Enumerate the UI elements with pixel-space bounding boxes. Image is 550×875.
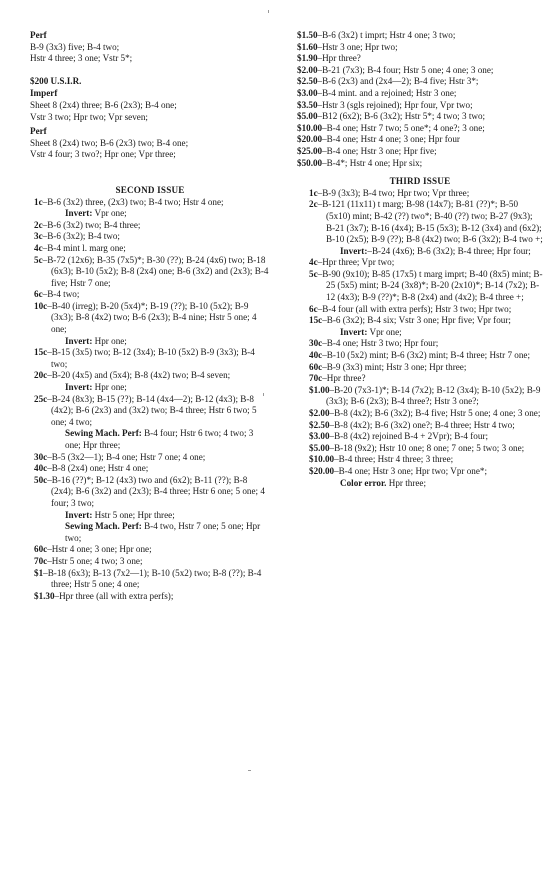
list-item xyxy=(297,30,543,42)
usir-section xyxy=(30,76,270,161)
list-item xyxy=(309,304,543,316)
entry-text: –B-8 (4x2) rejoined B-4 + 2Vpr); B-4 four; xyxy=(329,431,488,442)
value-label: $25.00 xyxy=(297,145,323,156)
entry-text: –B-4 one; Hstr 3 one; Hpr five; xyxy=(322,145,437,156)
entry-text: –B-5 (3x2—1); B-4 one; Hstr 7 one; 4 one; xyxy=(47,451,206,462)
variety-text: B-4 two, Hstr 7 one; 5 one; Hpr two; xyxy=(65,521,261,543)
value-label: 15c xyxy=(34,347,48,358)
variety-text: –B-24 (4x6); B-6 (3x2); B-4 three; Hpr four; xyxy=(367,245,531,256)
entry-text: –B-90 (9x10); B-85 (17x5) t marg imprt; B-40 (8x5) mint; B-25 (5x5) mint; B-24 (3x8)*; B-20 (2x10)*; B-14 (7x2); B-12 (4x3); B-9 (??)*; B-8 (2x4) and (4x2); B-4 three +; xyxy=(317,268,543,303)
variety-label: Invert: xyxy=(65,208,93,219)
entry-text: –Hpr three; Vpr two; xyxy=(317,257,395,268)
text-line: Sheet 8 (2x4) three; B-6 (2x3); B-4 one; xyxy=(30,99,177,110)
entry-text: –B-20 (7x3-1)*; B-14 (7x2); B-12 (3x4); B-10 (5x2); B-9 (3x3); B-6 (2x3); B-4 three?; Hstr 3 one?; xyxy=(326,384,541,407)
variety-label: Invert: xyxy=(340,326,368,337)
value-label: 25c xyxy=(34,393,48,404)
text-line: Vstr 4 four; 3 two?; Hpr one; Vpr three; xyxy=(30,149,176,160)
value-label: $3.00 xyxy=(309,431,330,442)
variety-text: Hpr one; xyxy=(92,335,127,346)
list-item xyxy=(34,556,270,568)
entry-text: –B-6 (3x2) t imprt; Hstr 4 one; 3 two; xyxy=(317,30,456,40)
list-item xyxy=(34,568,270,591)
value-label: 6c xyxy=(34,289,43,300)
scan-mark xyxy=(248,770,251,771)
value-label: $2.00 xyxy=(309,408,330,418)
value-label: 3c xyxy=(34,231,43,242)
entry-text: –Hstr 3 (sgls rejoined); Hpr four, Vpr two; xyxy=(317,99,473,110)
value-label: $2.00 xyxy=(297,64,318,75)
value-label: $3.00 xyxy=(297,87,318,98)
value-label: $20.00 xyxy=(309,465,335,476)
value-label: 70c xyxy=(34,555,48,566)
right-column xyxy=(297,30,543,489)
entry-text: –B-8 (4x2); B-6 (3x2) one?; B-4 three; Hstr 4 two; xyxy=(329,419,515,430)
second-issue-continued-list xyxy=(297,30,543,169)
entry-text: –B-18 (6x3); B-13 (7x2—1); B-10 (5x2) two; B-8 (??); B-4 three; Hstr 5 one; 4 one; xyxy=(43,567,262,590)
list-item xyxy=(309,362,543,374)
entry-text: –B-4 mint l. marg one; xyxy=(42,242,126,253)
list-item xyxy=(297,65,543,77)
entry-text: –B-6 (3x2); B-4 six; Vstr 3 one; Hpr five; Vpr four; xyxy=(322,315,511,326)
value-label: 70c xyxy=(309,373,323,384)
list-item xyxy=(309,188,543,200)
value-label: $3.50 xyxy=(297,99,318,110)
entry-text: –B-121 (11x11) t marg; B-98 (14x7); B-81 (??)*; B-50 (5x10) mint; B-42 (??) two*; B-40 (??) two; B-27 (9x3); B-21 (3x7); B-16 (4x4); B-15 (5x3); B-12 (3x4) and (6x2); B-10 (2x5); B-9 (??); B-8 (4x2) two; B-6 (3x2); B-4 two +; xyxy=(317,199,543,245)
entry-text: –B-20 (4x5) and (5x4); B-8 (4x2) two; B-4 seven; xyxy=(47,370,231,381)
list-item xyxy=(34,394,270,452)
value-label: $1.30 xyxy=(34,590,55,601)
variety-label: Invert: xyxy=(65,382,93,393)
value-label: 1c xyxy=(34,196,43,207)
value-label: 40c xyxy=(34,463,48,474)
list-item xyxy=(34,475,270,545)
perf-section xyxy=(30,30,270,65)
list-item xyxy=(309,454,543,466)
value-label: 2c xyxy=(34,219,43,230)
list-item xyxy=(297,76,543,88)
entry-text: –B-4 three; Hstr 4 three; 3 three; xyxy=(334,454,454,465)
value-label: 6c xyxy=(309,303,318,314)
entry-text: –Hstr 5 one; 4 two; 3 one; xyxy=(47,555,143,566)
section-heading: Perf xyxy=(30,30,47,40)
list-item xyxy=(297,123,543,135)
value-label: 5c xyxy=(34,254,43,265)
variety-label: Sewing Mach. Perf: xyxy=(65,428,142,439)
entry-text: –B-4 one; Hstr 7 two; 5 one*; 4 one?; 3 one; xyxy=(322,122,485,133)
issue-heading: THIRD ISSUE xyxy=(389,176,451,187)
value-label: 60c xyxy=(34,544,48,555)
text-line: Vstr 3 two; Hpr two; Vpr seven; xyxy=(30,111,148,122)
variety-label: Invert: xyxy=(65,335,93,346)
value-label: $1.00 xyxy=(309,384,330,395)
variety-text: Hpr three; xyxy=(386,477,426,488)
variety-label: Sewing Mach. Perf: xyxy=(65,521,142,532)
entry-text: –Hpr three? xyxy=(322,373,366,384)
list-item xyxy=(34,544,270,556)
list-item xyxy=(297,158,543,170)
entry-text: –B-6 (3x2) three, (2x3) two; B-4 two; Hstr 4 one; xyxy=(42,196,224,207)
entry-text: –Hstr 3 one; Hpr two; xyxy=(317,41,398,52)
entry-text: –B-6 (2x3) and (2x4—2); B-4 five; Hstr 3*; xyxy=(317,76,479,87)
entry-text: –B-4*; Hstr 4 one; Hpr six; xyxy=(322,157,423,168)
entry-text: –B-40 (irreg); B-20 (5x4)*; B-19 (??); B-10 (5x2); B-9 (3x3); B-8 (4x2) two; B-6 (2x3); B-4 nine; Hstr 5 one; 4 one; xyxy=(47,300,257,335)
list-item xyxy=(309,257,543,269)
list-item xyxy=(34,197,270,220)
entry-text: –B-6 (3x2); B-4 two; xyxy=(42,231,120,242)
value-label: $1 xyxy=(34,567,44,578)
entry-text: –B-6 (3x2) two; B-4 three; xyxy=(42,219,141,230)
value-label: 2c xyxy=(309,199,318,210)
text-line: B-9 (3x3) five; B-4 two; xyxy=(30,41,120,52)
value-label: 15c xyxy=(309,315,323,326)
value-label: 1c xyxy=(309,187,318,198)
subsection-heading: Imperf xyxy=(30,88,58,99)
entry-text: –B-21 (7x3); B-4 four; Hstr 5 one; 4 one; 3 one; xyxy=(317,64,494,75)
list-item xyxy=(34,255,270,290)
variety-label: Invert: xyxy=(340,245,368,256)
entry-text: –B-15 (3x5) two; B-12 (3x4); B-10 (5x2) B-9 (3x3); B-4 two; xyxy=(47,347,255,369)
section-heading: $200 U.S.I.R. xyxy=(30,75,82,86)
entry-text: –B-8 (4x2); B-6 (3x2); B-4 five; Hstr 5 one; 4 one; 3 one; xyxy=(329,408,541,418)
left-column xyxy=(30,30,270,602)
list-item xyxy=(309,315,543,338)
list-item xyxy=(34,289,270,301)
entry-text: –B-72 (12x6); B-35 (7x5)*; B-30 (??); B-24 (4x6) two; B-18 (6x3); B-10 (5x2); B-8 (2x4) one; B-6 (3x2) and (2x3); B-4 five; Hstr 7 one; xyxy=(42,254,269,288)
entry-text: –B-18 (9x2); Hstr 10 one; 8 one; 7 one; 5 two; 3 one; xyxy=(329,442,525,453)
variety-text: Hpr one; xyxy=(92,382,127,393)
value-label: $1.50 xyxy=(297,30,318,40)
value-label: 30c xyxy=(34,451,48,462)
entry-text: –B12 (6x2); B-6 (3x2); Hstr 5*; 4 two; 3 two; xyxy=(317,111,486,122)
value-label: 5c xyxy=(309,268,318,279)
entry-text: –B-4 one; Hstr 3 one; Hpr two; Vpr one*; xyxy=(334,465,488,476)
list-item xyxy=(309,466,543,489)
variety-label: Color error. xyxy=(340,477,387,488)
variety-text: Hstr 5 one; Hpr three; xyxy=(92,509,175,520)
list-item xyxy=(309,199,543,257)
value-label: $1.90 xyxy=(297,53,318,64)
list-item xyxy=(309,385,543,408)
value-label: 4c xyxy=(309,257,318,268)
issue-heading: SECOND ISSUE xyxy=(115,184,185,195)
entry-text: –B-8 (2x4) one; Hstr 4 one; xyxy=(47,463,149,474)
list-item xyxy=(34,370,270,393)
value-label: $50.00 xyxy=(297,157,323,168)
variety-label: Invert: xyxy=(65,509,93,520)
entry-text: –B-9 (3x3) mint; Hstr 3 one; Hpr three; xyxy=(322,361,467,372)
value-label: 30c xyxy=(309,338,323,349)
value-label: 50c xyxy=(34,474,48,485)
list-item xyxy=(34,591,270,603)
value-label: $2.50 xyxy=(297,76,318,87)
list-item xyxy=(297,146,543,158)
entry-text: –B-4 one; Hstr 4 one; 3 one; Hpr four xyxy=(322,134,460,145)
value-label: $10.00 xyxy=(309,454,335,465)
list-item xyxy=(34,231,270,243)
value-label: 40c xyxy=(309,350,323,361)
list-item xyxy=(34,463,270,475)
list-item xyxy=(297,100,543,112)
value-label: $10.00 xyxy=(297,122,323,133)
entry-text: –B-4 one; Hstr 3 two; Hpr four; xyxy=(322,338,439,349)
value-label: $20.00 xyxy=(297,134,323,145)
list-item xyxy=(309,338,543,350)
text-line: Hstr 4 three; 3 one; Vstr 5*; xyxy=(30,53,133,64)
list-item xyxy=(309,373,543,385)
list-item xyxy=(297,111,543,123)
entry-text: –B-16 (??)*; B-12 (4x3) two and (6x2); B-11 (??); B-8 (2x4); B-6 (3x2) and (2x3); B-4 three; Hstr 6 one; 5 one; 4 four; 3 two; xyxy=(47,474,265,508)
variety-text: B-4 four; Hstr 6 two; 4 two; 3 one; Hpr three; xyxy=(65,428,254,450)
entry-text: –B-9 (3x3); B-4 two; Hpr two; Vpr three; xyxy=(317,187,470,198)
list-item xyxy=(297,134,543,146)
value-label: 10c xyxy=(34,300,48,311)
entry-text: –Hpr three? xyxy=(317,53,361,64)
list-item xyxy=(309,443,543,455)
third-issue-list xyxy=(297,188,543,489)
entry-text: –B-24 (8x3); B-15 (??); B-14 (4x4—2); B-12 (4x3); B-8 (4x2); B-6 (2x3) and (3x2) two; B-4 three; Hstr 6 two; 5 one; 4 two; xyxy=(47,393,257,427)
list-item xyxy=(34,452,270,464)
list-item xyxy=(297,53,543,65)
list-item xyxy=(309,350,543,362)
list-item xyxy=(309,431,543,443)
list-item xyxy=(34,301,270,347)
value-label: 20c xyxy=(34,370,48,381)
text-line: Sheet 8 (2x4) two; B-6 (2x3) two; B-4 one; xyxy=(30,137,189,148)
value-label: $5.00 xyxy=(309,442,330,453)
list-item xyxy=(309,420,543,432)
value-label: 60c xyxy=(309,361,323,372)
list-item xyxy=(309,269,543,304)
entry-text: –B-10 (5x2) mint; B-6 (3x2) mint; B-4 three; Hstr 7 one; xyxy=(322,350,531,361)
list-item xyxy=(297,42,543,54)
list-item xyxy=(297,88,543,100)
value-label: $1.60 xyxy=(297,41,318,52)
value-label: $5.00 xyxy=(297,111,318,122)
list-item xyxy=(34,220,270,232)
list-item xyxy=(34,243,270,255)
entry-text: –B-4 mint. and a rejoined; Hstr 3 one; xyxy=(317,87,457,98)
variety-text: Vpr one; xyxy=(367,326,402,337)
subsection-heading: Perf xyxy=(30,126,47,137)
entry-text: –Hpr three (all with extra perfs); xyxy=(54,590,174,601)
second-issue-list xyxy=(30,197,270,603)
variety-text: Vpr one; xyxy=(92,208,127,219)
list-item xyxy=(34,347,270,370)
entry-text: –B-4 two; xyxy=(42,289,80,300)
entry-text: –B-4 four (all with extra perfs); Hstr 3 two; Hpr two; xyxy=(317,303,512,314)
list-item xyxy=(309,408,543,420)
value-label: $2.50 xyxy=(309,419,330,430)
value-label: 4c xyxy=(34,242,43,253)
entry-text: –Hstr 4 one; 3 one; Hpr one; xyxy=(47,544,152,555)
scan-mark xyxy=(268,10,269,13)
